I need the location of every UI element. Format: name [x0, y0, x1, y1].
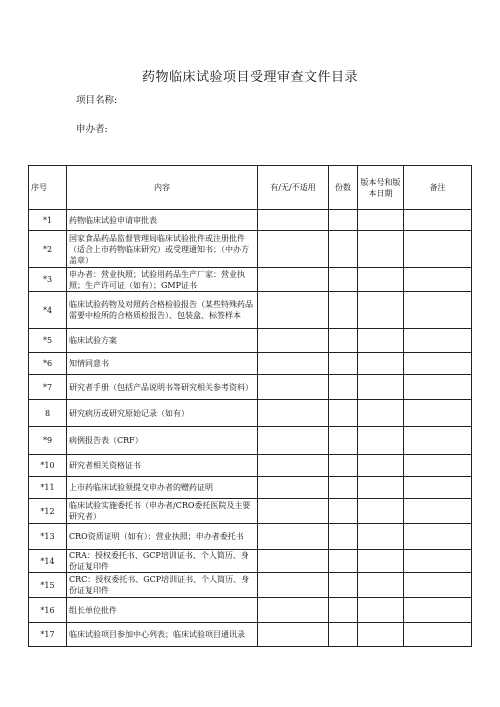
row-copies-cell — [329, 353, 358, 375]
row-copies-cell — [329, 598, 358, 623]
row-remarks-cell — [404, 598, 472, 623]
row-seq: 8 — [29, 400, 67, 427]
row-copies-cell — [329, 573, 358, 598]
row-seq: *6 — [29, 353, 67, 375]
row-seq: *9 — [29, 427, 67, 455]
row-remarks-cell — [404, 400, 472, 427]
row-seq: *17 — [29, 623, 67, 647]
table-row — [29, 550, 472, 573]
row-seq: *7 — [29, 375, 67, 400]
table-row — [29, 329, 472, 353]
row-version-cell — [358, 623, 404, 647]
row-version-cell — [358, 598, 404, 623]
header-content: 内容 — [67, 166, 258, 210]
table-header-row — [29, 166, 472, 210]
row-copies-cell — [329, 231, 358, 268]
header-copies: 份数 — [329, 166, 358, 210]
row-presence-cell — [258, 427, 329, 455]
row-seq: *16 — [29, 598, 67, 623]
row-seq: *4 — [29, 292, 67, 329]
row-remarks-cell — [404, 231, 472, 268]
row-content: 临床试验药物及对照药合格检验报告（某些特殊药品需要中检所的合格质检报告）、包装盒、标签样本 — [67, 292, 258, 329]
sponsor-label: 申办者: — [76, 124, 108, 135]
header-remarks: 备注 — [404, 166, 472, 210]
table-row — [29, 231, 472, 268]
row-seq: *12 — [29, 499, 67, 524]
row-version-cell — [358, 573, 404, 598]
row-content: 知情同意书 — [67, 353, 258, 375]
row-copies-cell — [329, 623, 358, 647]
row-content: CRA：授权委托书、GCP培训证书、个人简历、身份证复印件 — [67, 550, 258, 573]
row-content: 研究者相关资格证书 — [67, 455, 258, 477]
row-copies-cell — [329, 427, 358, 455]
row-remarks-cell — [404, 499, 472, 524]
row-copies-cell — [329, 524, 358, 550]
row-version-cell — [358, 477, 404, 499]
document-table — [28, 165, 472, 647]
row-seq: *15 — [29, 573, 67, 598]
row-version-cell — [358, 427, 404, 455]
table-row — [29, 524, 472, 550]
row-remarks-cell — [404, 375, 472, 400]
row-content: CRO资质证明（如有）：营业执照；申办者委托书 — [67, 524, 258, 550]
row-remarks-cell — [404, 550, 472, 573]
row-content: 研究病历或研究原始记录（如有） — [67, 400, 258, 427]
row-seq: *13 — [29, 524, 67, 550]
table-row — [29, 499, 472, 524]
table-row — [29, 427, 472, 455]
row-remarks-cell — [404, 455, 472, 477]
row-copies-cell — [329, 292, 358, 329]
row-seq: *11 — [29, 477, 67, 499]
row-version-cell — [358, 550, 404, 573]
project-name-label: 项目名称: — [76, 95, 118, 106]
row-remarks-cell — [404, 524, 472, 550]
row-seq: *5 — [29, 329, 67, 353]
row-presence-cell — [258, 329, 329, 353]
row-remarks-cell — [404, 292, 472, 329]
row-version-cell — [358, 524, 404, 550]
header-version: 版本号和版本日期 — [358, 166, 404, 210]
table-body — [29, 210, 472, 647]
row-copies-cell — [329, 329, 358, 353]
row-content: 研究者手册（包括产品说明书等研究相关参考资料） — [67, 375, 258, 400]
row-content: 国家食品药品监督管理局临床试验批件或注册批件（适合上市药物临床研究）或受理通知书；（中办方盖章） — [67, 231, 258, 268]
row-version-cell — [358, 292, 404, 329]
row-presence-cell — [258, 231, 329, 268]
row-seq: *1 — [29, 210, 67, 231]
row-remarks-cell — [404, 353, 472, 375]
row-seq: *3 — [29, 268, 67, 292]
table-row — [29, 400, 472, 427]
table-row — [29, 292, 472, 329]
table-row — [29, 353, 472, 375]
row-presence-cell — [258, 292, 329, 329]
row-version-cell — [358, 499, 404, 524]
row-content: 临床试验方案 — [67, 329, 258, 353]
row-presence-cell — [258, 400, 329, 427]
table-row — [29, 477, 472, 499]
table-row — [29, 573, 472, 598]
row-seq: *10 — [29, 455, 67, 477]
table-row — [29, 268, 472, 292]
row-copies-cell — [329, 550, 358, 573]
row-version-cell — [358, 375, 404, 400]
table-row — [29, 375, 472, 400]
row-seq: *14 — [29, 550, 67, 573]
row-content: CRC：授权委托书、GCP培训证书、个人简历、身份证复印件 — [67, 573, 258, 598]
row-content: 临床试验实施委托书（申办者/CRO委托医院及主要研究者） — [67, 499, 258, 524]
row-content: 药物临床试验申请审批表 — [67, 210, 258, 231]
row-presence-cell — [258, 499, 329, 524]
row-copies-cell — [329, 268, 358, 292]
row-presence-cell — [258, 550, 329, 573]
row-presence-cell — [258, 524, 329, 550]
row-content: 临床试验项目参加中心列表；临床试验项目通讯录 — [67, 623, 258, 647]
row-remarks-cell — [404, 210, 472, 231]
row-version-cell — [358, 400, 404, 427]
row-remarks-cell — [404, 477, 472, 499]
row-remarks-cell — [404, 573, 472, 598]
row-copies-cell — [329, 477, 358, 499]
row-content: 组长单位批件 — [67, 598, 258, 623]
header-seq: 序号 — [29, 166, 67, 210]
row-presence-cell — [258, 210, 329, 231]
row-content: 上市药临床试验须提交申办者的赠药证明 — [67, 477, 258, 499]
row-copies-cell — [329, 375, 358, 400]
row-copies-cell — [329, 210, 358, 231]
row-version-cell — [358, 455, 404, 477]
row-remarks-cell — [404, 623, 472, 647]
row-presence-cell — [258, 598, 329, 623]
row-remarks-cell — [404, 329, 472, 353]
row-copies-cell — [329, 400, 358, 427]
row-presence-cell — [258, 623, 329, 647]
row-content: 申办者：营业执照；试验用药品生产厂家：营业执照；生产许可证（如有）；GMP证书 — [67, 268, 258, 292]
row-version-cell — [358, 268, 404, 292]
row-version-cell — [358, 210, 404, 231]
row-remarks-cell — [404, 268, 472, 292]
row-version-cell — [358, 329, 404, 353]
row-copies-cell — [329, 499, 358, 524]
row-remarks-cell — [404, 427, 472, 455]
row-presence-cell — [258, 477, 329, 499]
row-copies-cell — [329, 455, 358, 477]
row-content: 病例报告表（CRF） — [67, 427, 258, 455]
row-version-cell — [358, 353, 404, 375]
row-presence-cell — [258, 375, 329, 400]
table-row — [29, 455, 472, 477]
table-row — [29, 210, 472, 231]
row-presence-cell — [258, 573, 329, 598]
row-presence-cell — [258, 353, 329, 375]
table-row — [29, 623, 472, 647]
row-version-cell — [358, 231, 404, 268]
row-seq: *2 — [29, 231, 67, 268]
row-presence-cell — [258, 455, 329, 477]
table-row — [29, 598, 472, 623]
header-presence: 有/无/不适用 — [258, 166, 329, 210]
row-presence-cell — [258, 268, 329, 292]
document-title: 药物临床试验项目受理审查文件目录 — [141, 70, 358, 85]
